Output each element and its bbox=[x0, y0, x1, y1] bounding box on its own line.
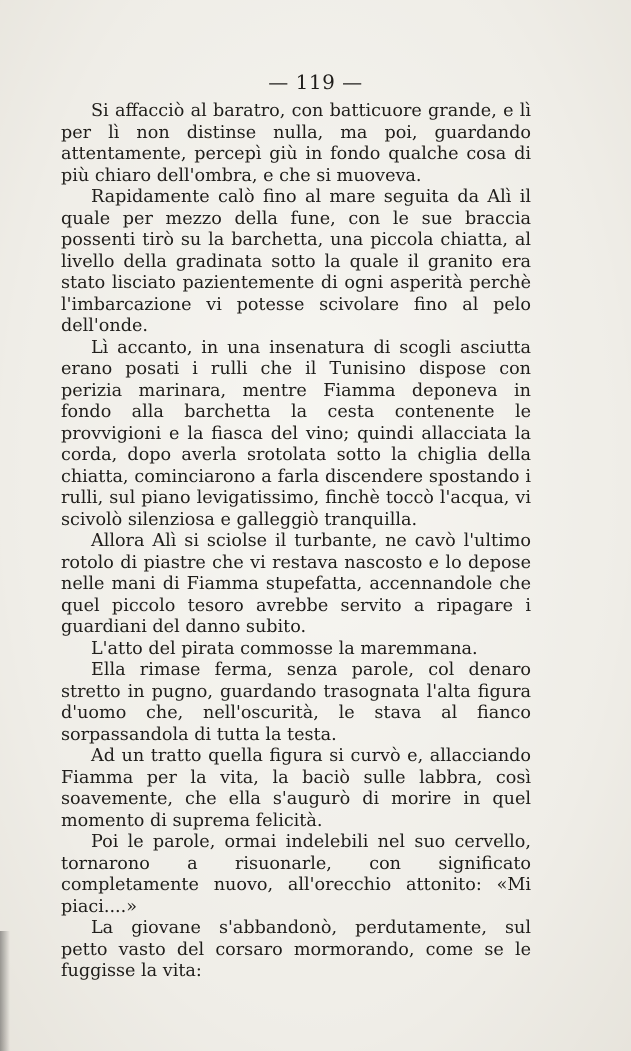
page-edge-shadow bbox=[0, 931, 10, 1051]
body-text bbox=[61, 101, 531, 983]
paragraph-7: Ad un tratto quella figura si curvò e, allacciando Fiamma per la vita, la baciò sulle labbra, così soavemente, che ella s'augurò di morire in quel momento di suprema felicità. bbox=[61, 746, 531, 831]
paragraph-5: L'atto del pirata commosse la maremmana. bbox=[91, 638, 478, 659]
paragraph-4: Allora Alì si sciolse il turbante, ne cavò l'ultimo rotolo di piastre che vi restava nascosto e lo depose nelle mani di Fiamma stupefatta, accennandole che quel piccolo tesoro avrebbe servito a ripagare i guardiani del danno subito. bbox=[61, 531, 531, 637]
paragraph-1: Si affacciò al baratro, con batticuore grande, e lì per lì non distinse nulla, ma poi, guardando attentamente, percepì giù in fondo qualche cosa di più chiaro dell'ombra, e che si muoveva. bbox=[61, 101, 531, 186]
paragraph-8: Poi le parole, ormai indelebili nel suo cervello, tornarono a risuonarle, con significato completamente nuovo, all'orecchio attonito: «Mi piaci....» bbox=[61, 832, 531, 917]
paragraph-9: La giovane s'abbandonò, perdutamente, sul petto vasto del corsaro mormorando, come se le fuggisse la vita: bbox=[61, 918, 531, 981]
paragraph-3: Lì accanto, in una insenatura di scogli asciutta erano posati i rulli che il Tunisino dispose con perizia marinara, mentre Fiamma deponeva in fondo alla barchetta la cesta contenente le provvigioni e la fiasca del vino; quindi allacciata la corda, dopo averla srotolata sotto la chiglia della chiatta, cominciarono a farla discendere spostando i rulli, sul piano levigatissimo, finchè toccò l'acqua, vi scivolò silenziosa e galleggiò tranquilla. bbox=[61, 337, 531, 530]
paragraph-6: Ella rimase ferma, senza parole, col denaro stretto in pugno, guardando trasognata l'alta figura d'uomo che, nell'oscurità, le stava al fianco sorpassandola di tutta la testa. bbox=[61, 660, 531, 745]
paragraph-2: Rapidamente calò fino al mare seguita da Alì il quale per mezzo della fune, con le sue braccia possenti tirò su la barchetta, una piccola chiatta, al livello della gradinata sotto la quale il granito era stato lisciato pazientemente di ogni asperità perchè l'imbarcazione vi potesse scivolare fino al pelo dell'onde. bbox=[61, 187, 531, 336]
page-number: — 119 — bbox=[268, 70, 363, 94]
